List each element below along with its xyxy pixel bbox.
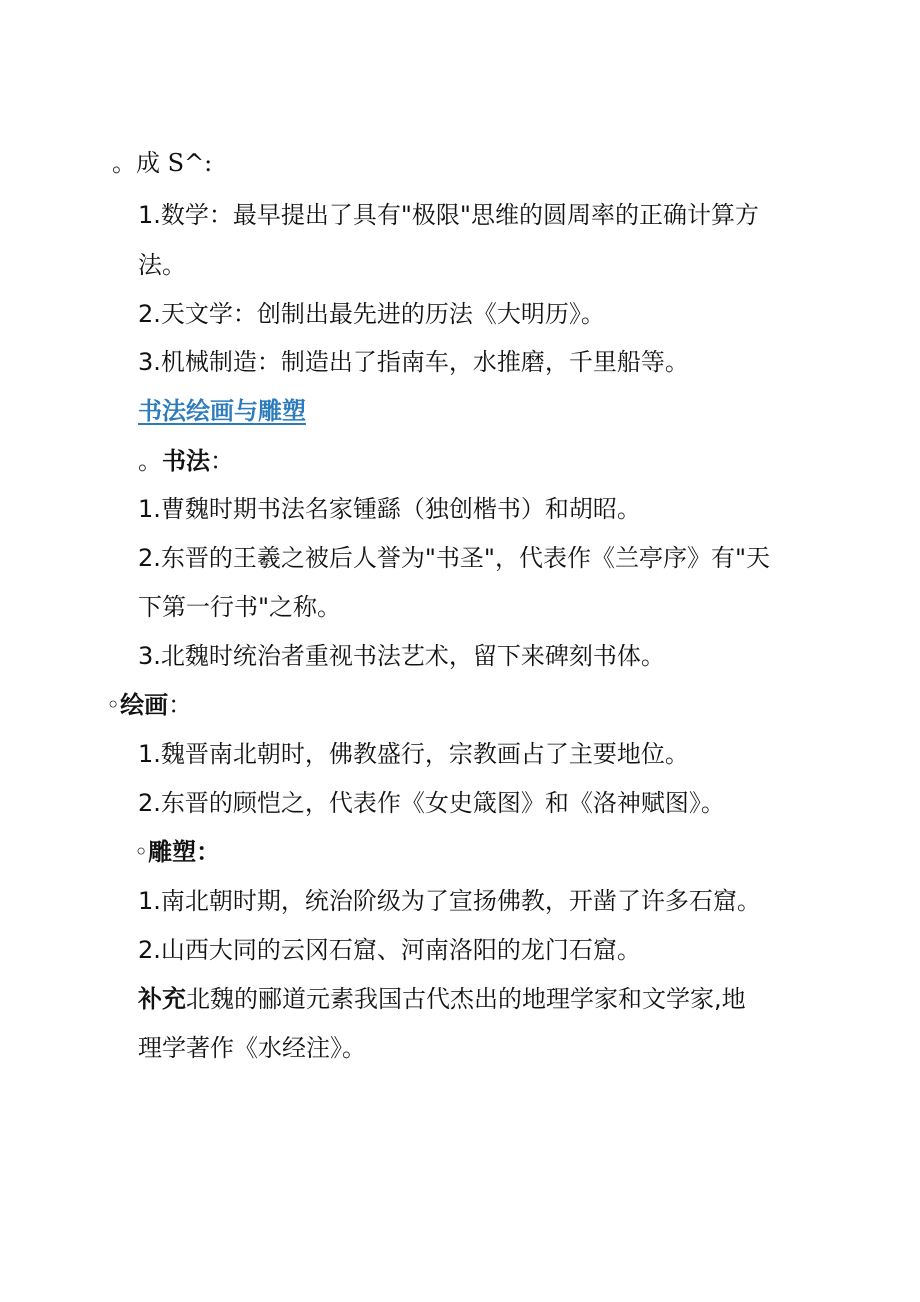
painting-item-1: 1.魏晋南北朝时，佛教盛行，宗教画占了主要地位。 [138,740,689,768]
calligraphy-title: 书法 [162,447,210,475]
supplement-line-2: 理学著作《水经注》。 [138,1034,366,1062]
intro-line [112,148,212,178]
sculpture-item-2: 2.山西大同的云冈石窟、河南洛阳的龙门石窟。 [138,936,641,964]
calligraphy-item-3: 3.北魏时统治者重视书法艺术，留下来碑刻书体。 [138,642,665,670]
zu-item-2: 2.天文学：创制出最先进的历法《大明历》。 [138,300,605,328]
sculpture-heading [134,837,220,867]
painting-title: 绘画 [120,691,169,719]
calligraphy-item-2-line-2: 下第一行书"之称。 [138,593,342,621]
zu-item-1-line-1: 1.数学：最早提出了具有"极限"思维的圆周率的正确计算方 [138,201,759,229]
calligraphy-bullet: 。 [138,447,162,475]
supplement-label: 补充 [138,985,186,1013]
painting-bullet: ◦ [106,691,121,719]
intro-text: 。成 S^: [112,149,213,177]
sculpture-colon: ： [196,838,221,866]
section-heading-calligraphy-painting-sculpture[interactable]: 书法绘画与雕塑 [138,397,306,425]
sculpture-item-1: 1.南北朝时期，统治阶级为了宣扬佛教，开凿了许多石窟。 [138,887,761,915]
calligraphy-colon: ： [210,447,234,475]
sculpture-title: 雕塑 [148,838,197,866]
painting-colon: ： [168,691,193,719]
painting-item-2: 2.东晋的顾恺之，代表作《女史箴图》和《洛神赋图》。 [138,789,725,817]
zu-item-3: 3.机械制造：制造出了指南车，水推磨，千里船等。 [138,348,689,376]
zu-item-1-line-2: 法。 [138,251,186,279]
sculpture-bullet: ◦ [134,838,149,866]
calligraphy-item-1: 1.曹魏时期书法名家锺繇（独创楷书）和胡昭。 [138,495,641,523]
calligraphy-item-2-line-1: 2.东晋的王羲之被后人誉为"书圣"，代表作《兰亭序》有"天 [138,544,771,572]
painting-heading [106,690,192,720]
supplement-line-1 [138,984,746,1014]
supplement-text-1: 北魏的郦道元素我国古代杰出的地理学家和文学家,地 [186,985,746,1013]
calligraphy-heading [138,446,234,476]
